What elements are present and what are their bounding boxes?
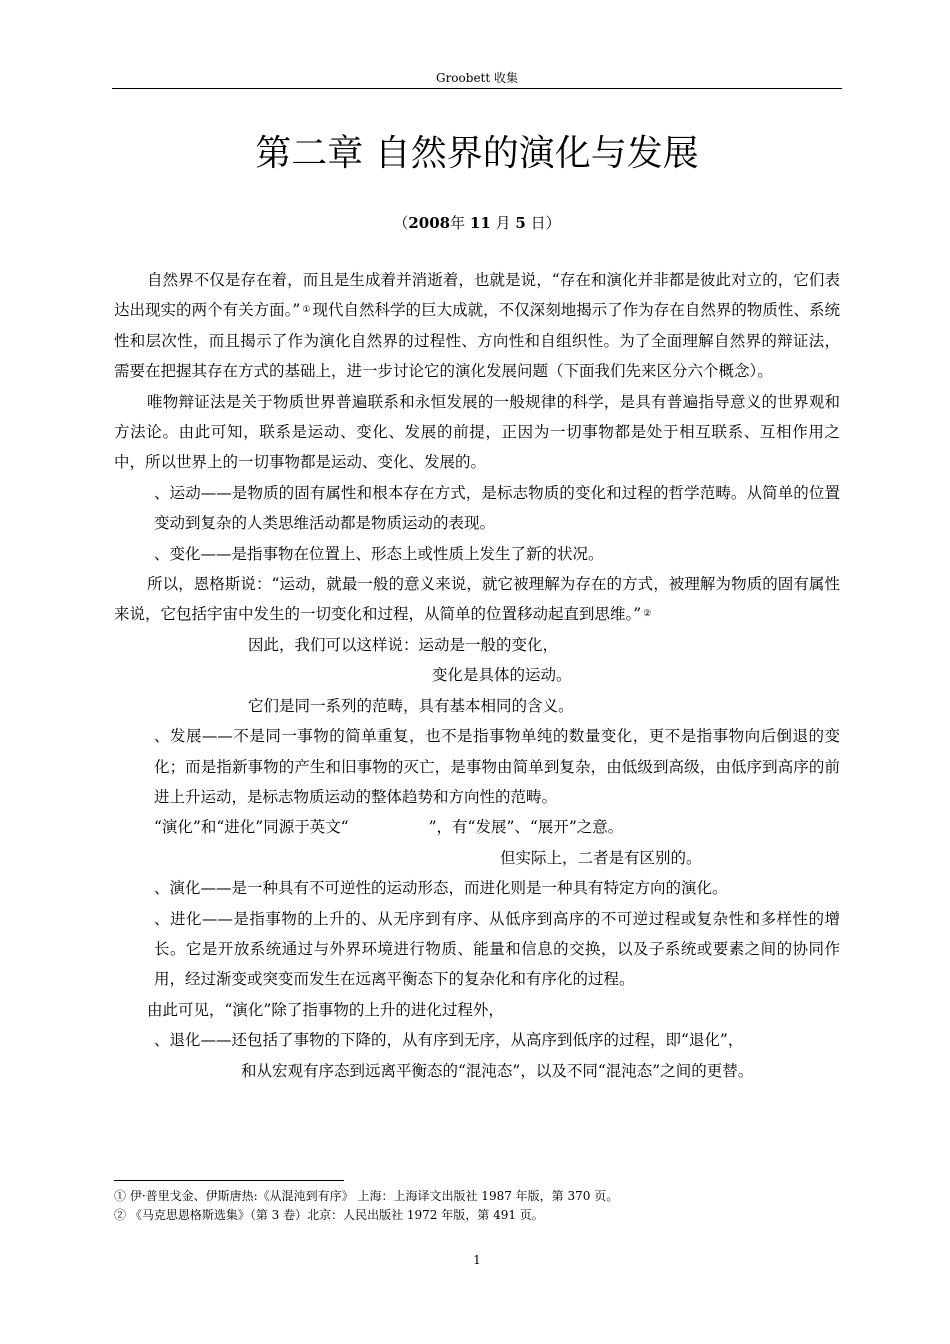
date-day-unit: 日	[530, 214, 546, 232]
date-year-unit: 年	[450, 214, 466, 232]
paragraph-1	[114, 265, 840, 387]
paragraph-1-part-a: 自然界不仅是存在着，而且是生成着并消逝着，也就是说，“存在和演化并非都是彼此对立的，它们表达出现实的两个有关方面。”	[114, 271, 840, 320]
footnote-rule	[114, 1180, 344, 1181]
footnotes	[114, 1187, 840, 1225]
footnote-1: ① 伊·普里戈金、伊斯唐热:《从混沌到有序》 上海：上海译文出版社 1987 年版，第 370 页。	[114, 1189, 619, 1203]
body-text	[114, 265, 840, 1086]
paragraph-progress: 、进化——是指事物的上升的、从无序到有序、从低序到高序的不可逆过程或复杂性和多样性的增长。它是开放系统通过与外界环境进行物质、能量和信息的交换，以及子系统或要素之间的协同作用，经过渐变或突变而发生在远离平衡态下的复杂化和有序化的过程。	[154, 909, 840, 989]
chapter-title: 第二章 自然界的演化与发展	[255, 133, 699, 174]
paragraph-conclusion-3: 它们是同一系列的范畴，具有基本相同的含义。	[248, 696, 574, 715]
date-close: ）	[545, 214, 561, 232]
date-day: 5	[515, 214, 526, 232]
date-year: 2008	[408, 214, 451, 232]
paragraph-conclusion-1: 因此，我们可以这样说：运动是一般的变化，	[248, 635, 559, 654]
etymology-part-b: ”，有“发展”、“展开”之意。	[428, 818, 624, 837]
footnote-ref-1[interactable]: ①	[302, 305, 311, 316]
paragraph-chaos: 和从宏观有序态到远离平衡态的“混沌态”，以及不同“混沌态”之间的更替。	[241, 1061, 754, 1080]
paragraph-2: 唯物辩证法是关于物质世界普遍联系和永恒发展的一般规律的科学，是具有普遍指导意义的世界观和方法论。由此可知，联系是运动、变化、发展的前提，正因为一切事物都是处于相互联系、互相作用之中，所以世界上的一切事物都是运动、变化、发展的。	[114, 392, 840, 472]
date-month-unit: 月	[495, 214, 511, 232]
paragraph-development: 、发展——不是同一事物的简单重复，也不是指事物单纯的数量变化，更不是指事物向后倒退的变化；而是指新事物的产生和旧事物的灭亡，是事物由简单到复杂，由低级到高级，由低序到高序的前进上升运动，是标志物质运动的整体趋势和方向性的范畴。	[154, 727, 840, 806]
paragraph-difference: 但实际上，二者是有区别的。	[500, 848, 702, 867]
date-open: （	[393, 214, 409, 232]
paragraph-evolution: 、演化——是一种具有不可逆性的运动形态，而进化则是一种具有特定方向的演化。	[154, 879, 728, 898]
paragraph-etymology	[114, 812, 840, 842]
paragraph-conclusion-2: 变化是具体的运动。	[432, 666, 572, 685]
paragraph-motion: 、运动——是物质的固有属性和根本存在方式，是标志物质的变化和过程的哲学范畴。从简单的位置变动到复杂的人类思维活动都是物质运动的表现。	[154, 483, 840, 533]
footnote-2: ② 《马克思恩格斯选集》（第 3 卷）北京：人民出版社 1972 年版，第 491 页。	[114, 1208, 544, 1222]
paragraph-change: 、变化——是指事物在位置上、形态上或性质上发生了新的状况。	[154, 544, 604, 563]
date-month: 11	[469, 214, 491, 232]
page-number: 1	[473, 1253, 481, 1267]
footnote-ref-2[interactable]: ②	[643, 609, 652, 620]
paragraph-1-part-b: 现代自然科学的巨大成就，不仅深刻地揭示了作为存在自然界的物质性、系统性和层次性，而且揭示了作为演化自然界的过程性、方向性和自组织性。为了全面理解自然界的辩证法，需要在把握其存在方式的基础上，进一步讨论它的演化发展问题（下面我们先来区分六个概念）。	[114, 301, 840, 381]
paragraph-engels-quote	[114, 569, 840, 630]
header-rule	[112, 88, 842, 89]
engels-quote-text: 所以，恩格斯说：“运动，就最一般的意义来说，就它被理解为存在的方式，被理解为物质的固有属性来说，它包括宇宙中发生的一切变化和过程，从简单的位置移动起直到思维。”	[114, 575, 840, 624]
paragraph-regression: 、退化——还包括了事物的下降的，从有序到无序，从高序到低序的过程，即“退化”，	[154, 1031, 744, 1050]
date-line	[112, 212, 842, 234]
paragraph-summary: 由此可见，“演化”除了指事物的上升的进化过程外，	[147, 1000, 504, 1019]
etymology-part-a: “演化”和“进化”同源于英文“	[154, 818, 349, 837]
page-header: Groobett 收集	[435, 71, 518, 85]
